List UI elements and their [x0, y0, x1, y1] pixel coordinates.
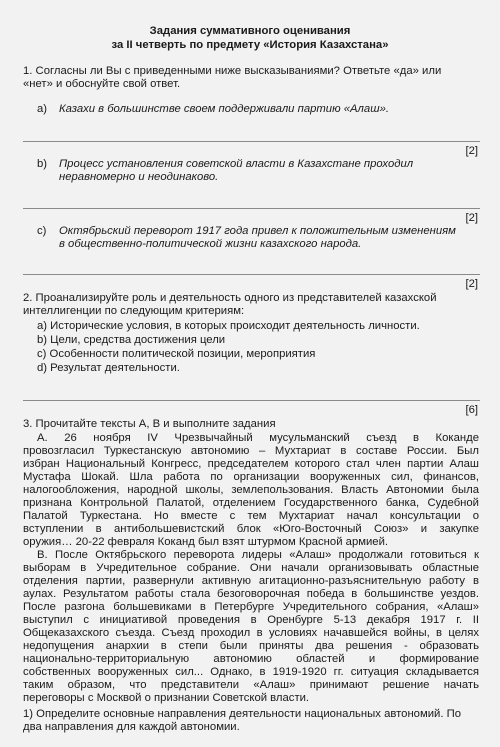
- text-a-line: избран Национальный Конгресс, председателем которого стал член партии Алаш: [23, 458, 479, 470]
- q1-b-mark: [2]: [465, 212, 478, 224]
- q2-criterion: d) Результат деятельности.: [37, 362, 180, 374]
- text-b-line: выступил с инициативой проведения в Оренбурге 5-13 декабря 1917 г. II: [23, 614, 479, 626]
- q2-prompt-line1: 2. Проанализируйте роль и деятельность одного из представителей казахской: [23, 292, 437, 304]
- q3-prompt: 3. Прочитайте тексты А, В и выполните задания: [23, 418, 276, 430]
- text-a-line: налогообложения, народной школы, землепользования. Власть Автономии была: [23, 484, 479, 496]
- text-b-line: национально-территориальную автономию областей и формирование: [23, 653, 479, 665]
- text-a-line: Мустафа Шокай. Шла работа по организации вооруженных сил, финансов,: [23, 471, 479, 483]
- q3-task1-line1: 1) Определите основные направления деятельности национальных автономий. По: [23, 708, 462, 720]
- q1-c-mark: [2]: [465, 278, 478, 290]
- text-b-line: собственных вооруженных сил... Однако, в 1919-1920 гг. ситуация складывается: [23, 666, 479, 678]
- text-a-line: провозгласил Туркестанскую автономию – Мухтариат в составе России. Был: [23, 445, 479, 457]
- text-a-last-line: оружия… 20-22 февраля Коканд был взят штурмом Красной армией.: [23, 536, 389, 548]
- worksheet-title: Задания суммативного оценивания: [149, 25, 351, 37]
- q2-prompt-line2: интеллигенции по следующим критериям:: [23, 305, 245, 317]
- q3-task1-line2: два направления для каждой автономии.: [23, 721, 240, 733]
- text-a-line: вступлении в антибольшевистский блок «Юго-Восточный Союз» и закупке: [23, 523, 479, 535]
- q1-a-label: a): [37, 103, 48, 115]
- q1-a-statement: Казахи в большинстве своем поддерживали партию «Алаш».: [59, 103, 389, 115]
- answer-line-b: [23, 208, 480, 209]
- q1-b-label: b): [37, 158, 48, 170]
- q2-criterion: a) Исторические условия, в которых происходит деятельность личности.: [37, 320, 420, 332]
- q1-c-label: c): [37, 225, 47, 237]
- answer-line-q2: [23, 400, 480, 401]
- text-b-line: таким образом, что представители «Алаш» принимают решение начать: [23, 679, 479, 691]
- text-a-line: признана Контрольной Палатой, отделением Государственного банка, Судебной: [23, 497, 479, 509]
- text-b-line: недопущения анархии в степи были приняты два решения - образовать: [23, 640, 479, 652]
- text-b-line: выборам в Учредительное собрание. Они начали организовывать областные: [23, 562, 479, 574]
- answer-line-c: [23, 274, 480, 275]
- text-b-line: Общеказахского съезда. Съезд проходил в условиях начавшейся войны, в целях: [23, 627, 479, 639]
- text-b-line: После разгона большевиками в Петербурге Учредительного собрания, «Алаш»: [23, 601, 479, 613]
- q1-prompt-line1: 1. Согласны ли Вы с приведенными ниже высказываниями? Ответьте «да» или: [23, 65, 442, 77]
- q1-b-statement-line2: неравномерно и неодинаково.: [59, 171, 219, 183]
- q1-a-mark: [2]: [465, 145, 478, 157]
- q2-criterion: b) Цели, средства достижения цели: [37, 334, 226, 346]
- text-a-line: Палатой Туркестана. Но вместе с тем Мухтариат начал консультации о: [23, 510, 479, 522]
- answer-line-a: [23, 141, 480, 142]
- q1-c-statement-line1: Октябрьский переворот 1917 года привел к положительным изменениям: [59, 225, 456, 237]
- text-b-line: аулах. Результатом работы стала безоговорочная победа в большинстве уездов.: [23, 588, 479, 600]
- worksheet-subtitle: за II четверть по предмету «История Казахстана»: [111, 39, 389, 51]
- q1-prompt-line2: «нет» и обоснуйте свой ответ.: [23, 78, 181, 90]
- q2-mark: [6]: [465, 404, 478, 416]
- text-b-line: отделения партии, развернули активную агитационно-разъяснительную работу в: [23, 575, 479, 587]
- text-b-last-line: переговоры с Москвой о признании Советской власти.: [23, 692, 310, 704]
- q2-criterion: c) Особенности политической позиции, мероприятия: [37, 348, 316, 360]
- text-a-line: А. 26 ноября IV Чрезвычайный мусульманский съезд в Коканде: [37, 432, 479, 444]
- text-b-line: В. После Октябрьского переворота лидеры «Алаш» продолжали готовиться к: [37, 549, 479, 561]
- q1-b-statement-line1: Процесс установления советской власти в Казахстане проходил: [59, 158, 414, 170]
- q1-c-statement-line2: в общественно-политической жизни казахского народа.: [59, 238, 362, 250]
